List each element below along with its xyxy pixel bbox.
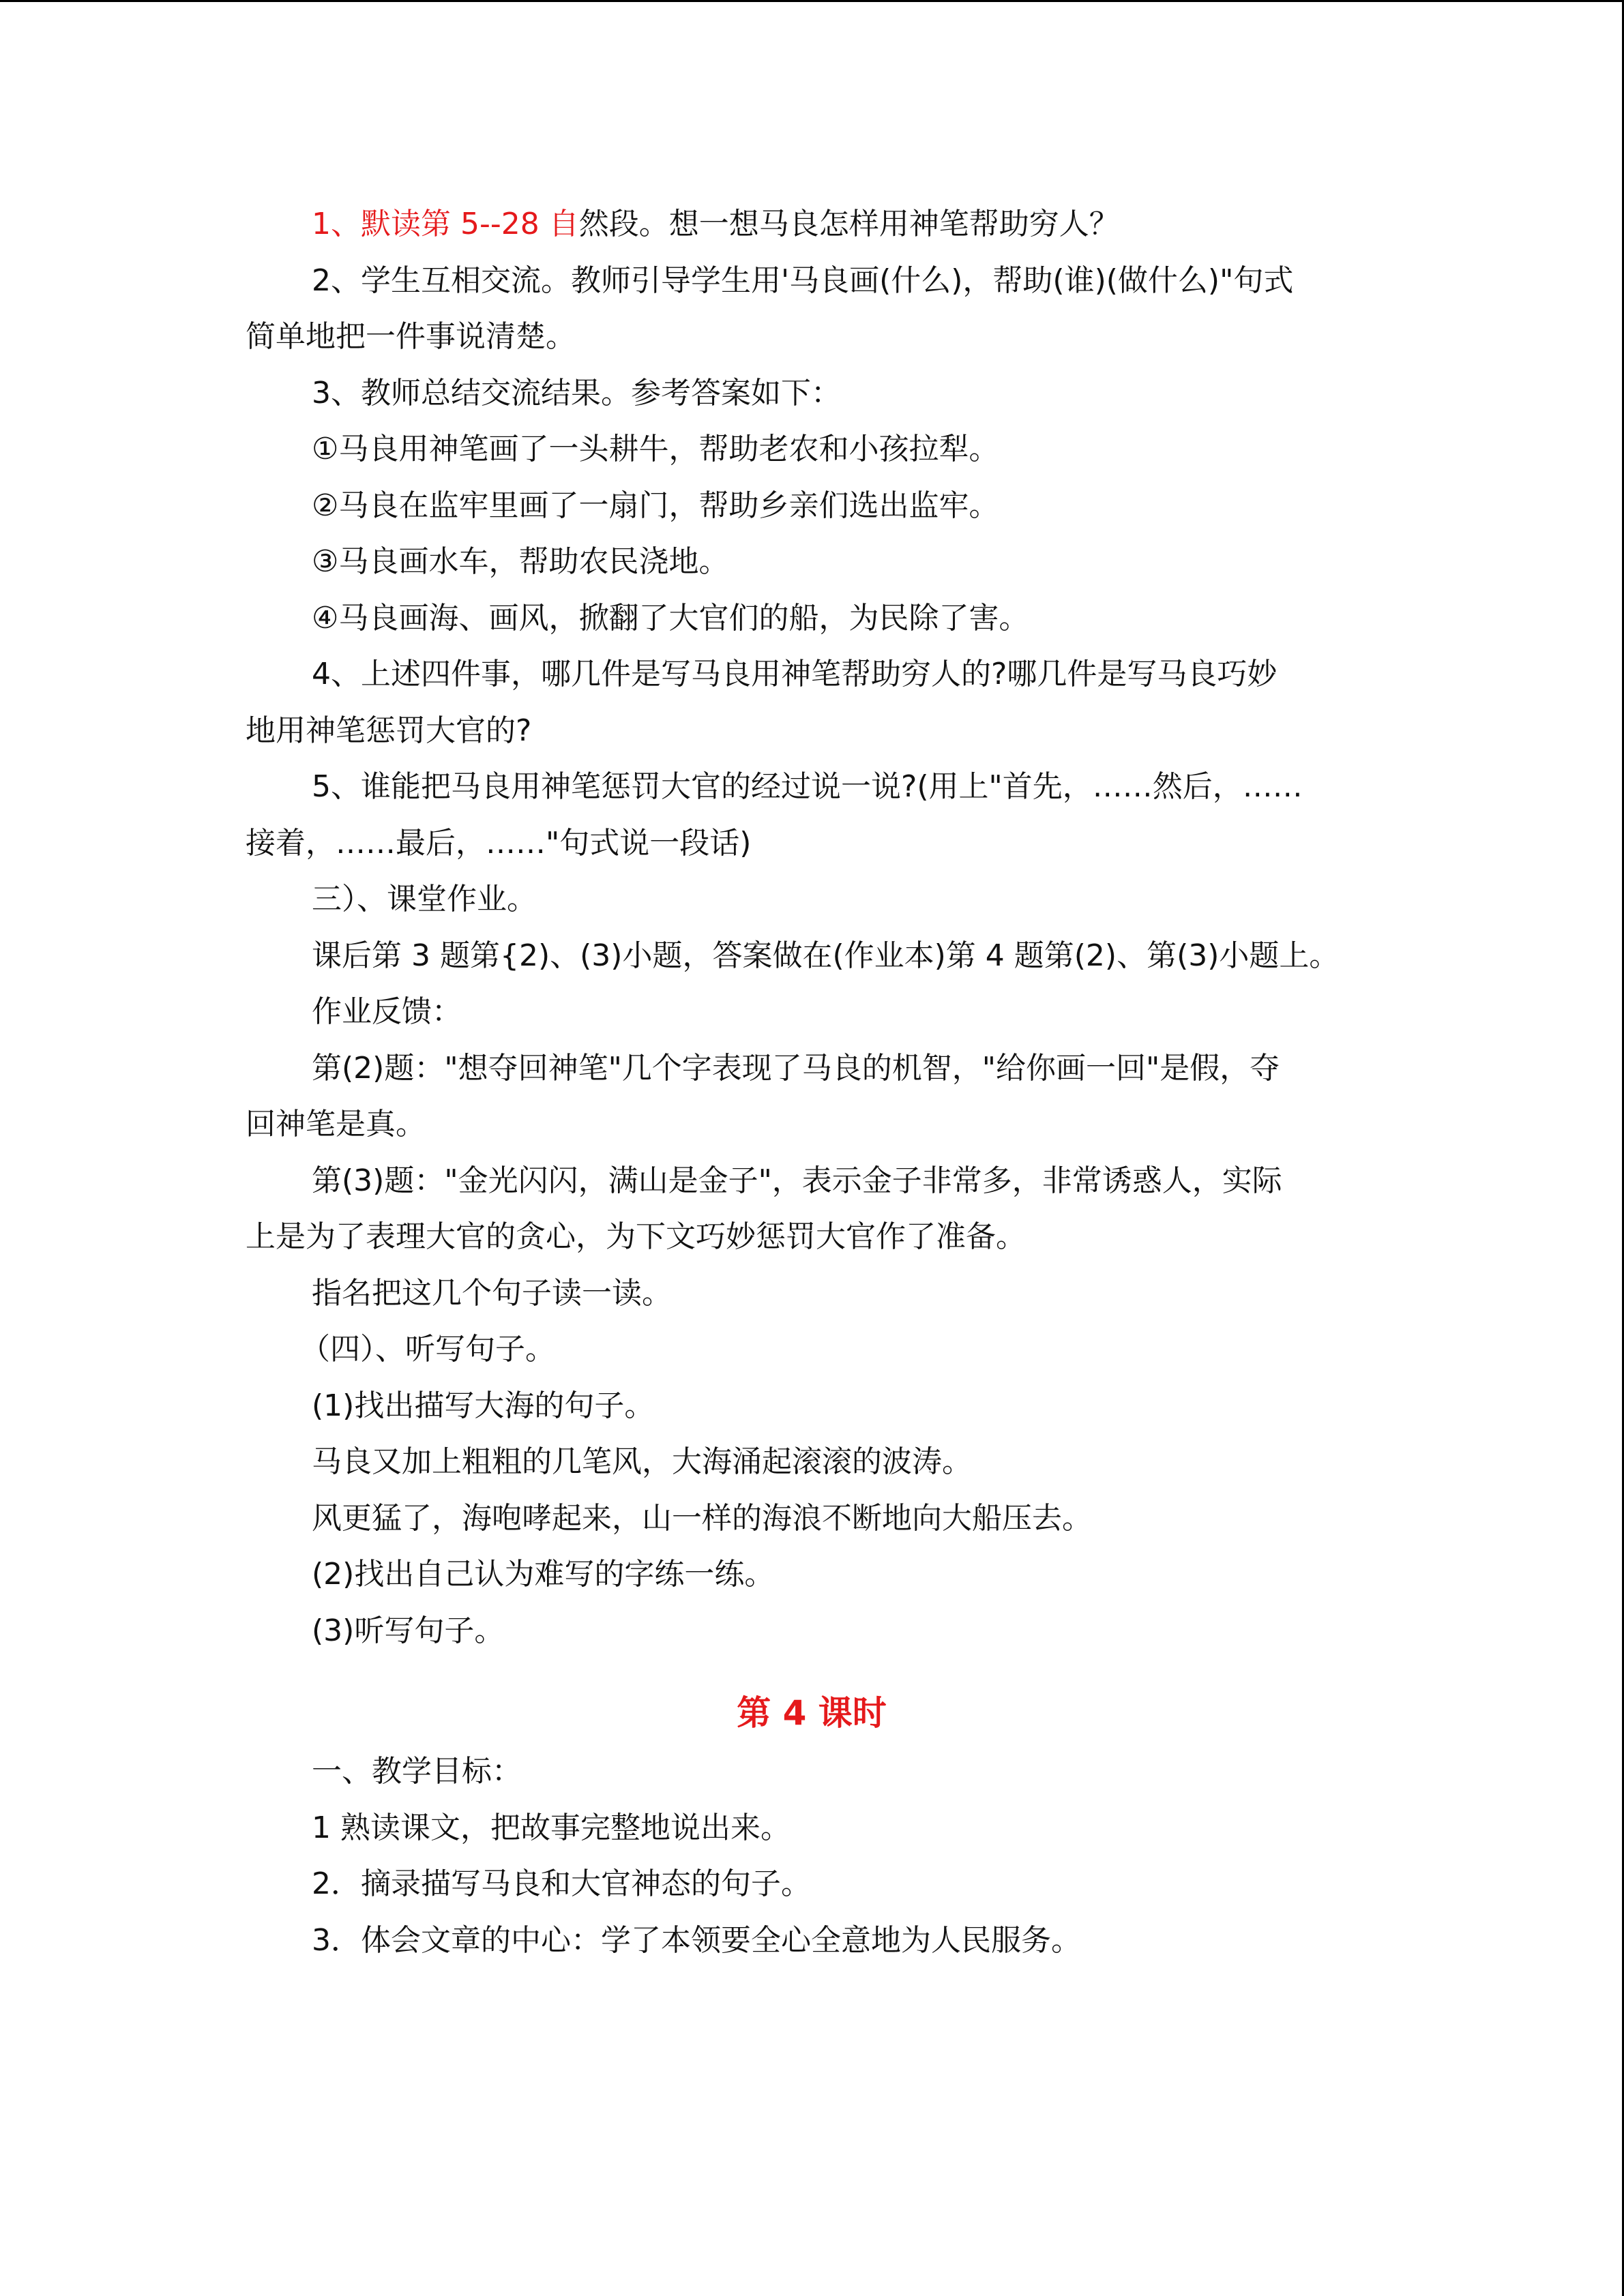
objective-1: 1 熟读课文，把故事完整地说出来。 [312,1810,791,1845]
paragraph-5-line-1: 5、谁能把马良用神笔惩罚大官的经过说一说?(用上"首先，……然后，…… [312,769,1303,804]
paragraph-5-line-2: 接着，……最后，……"句式说一段话) [246,825,752,861]
paragraph-4-line-2: 地用神笔惩罚大官的? [246,713,532,748]
paragraph-3: 3、教师总结交流结果。参考答案如下： [312,375,841,411]
answer-3: ③马良画水车，帮助农民浇地。 [312,544,729,579]
objectives-heading: 一、教学目标： [312,1754,522,1789]
page-border-top [0,0,1624,2]
objective-3: 3．体会文章的中心：学了本领要全心全意地为人民服务。 [312,1922,1081,1958]
question-3-line-2: 上是为了表理大官的贪心，为下文巧妙惩罚大官作了准备。 [246,1219,1026,1254]
paragraph-1 [246,196,1378,253]
paragraph-1-text: 然段。想一想马良怎样用神笔帮助穷人？ [578,207,1119,241]
section-3-heading: 三）、课堂作业。 [312,882,537,916]
read-aloud: 指名把这几个句子读一读。 [312,1275,672,1311]
paragraph-2-line-2: 简单地把一件事说清楚。 [246,319,576,354]
dictation-2: (2)找出自己认为难写的字练一练。 [312,1557,775,1592]
dictation-1-sentence-b: 风更猛了，海咆哮起来，山一样的海浪不断地向大船压去。 [312,1500,1092,1536]
dictation-1: (1)找出描写大海的句子。 [312,1388,655,1423]
answer-1: ①马良用神笔画了一头耕牛，帮助老农和小孩拉犁。 [312,432,999,466]
dictation-1-sentence-a: 马良又加上粗粗的几笔风，大海涌起滚滚的波涛。 [312,1444,972,1479]
document-body [246,196,1378,1969]
homework: 课后第 3 题第{2)、(3)小题，答案做在(作业本)第 4 题第(2)、第(3)小题上。 [312,938,1340,973]
answer-4: ④马良画海、画风，掀翻了大官们的船，为民除了害。 [312,600,1029,636]
answer-2: ②马良在监牢里画了一扇门，帮助乡亲们选出监牢。 [312,488,999,523]
paragraph-2-line-1: 2、学生互相交流。教师引导学生用'马良画(什么)，帮助(谁)(做什么)"句式 [312,263,1294,298]
dictation-3: (3)听写句子。 [312,1613,505,1648]
lesson-4-title: 第 4 课时 [737,1693,887,1733]
question-2-line-1: 第(2)题："想夺回神笔"几个字表现了马良的机智，"给你画一回"是假，夺 [312,1050,1280,1086]
feedback-label: 作业反馈： [312,994,462,1029]
section-4-heading: （四）、听写句子。 [300,1332,555,1367]
paragraph-1-highlight: 1、默读第 5--28 自 [312,207,579,241]
paragraph-4-line-1: 4、上述四件事，哪几件是写马良用神笔帮助穷人的?哪几件是写马良巧妙 [312,657,1278,691]
question-3-line-1: 第(3)题："金光闪闪，满山是金子"，表示金子非常多，非常诱惑人，实际 [312,1163,1282,1198]
objective-2: 2．摘录描写马良和大官神态的句子。 [312,1866,811,1901]
question-2-line-2: 回神笔是真。 [246,1107,426,1142]
